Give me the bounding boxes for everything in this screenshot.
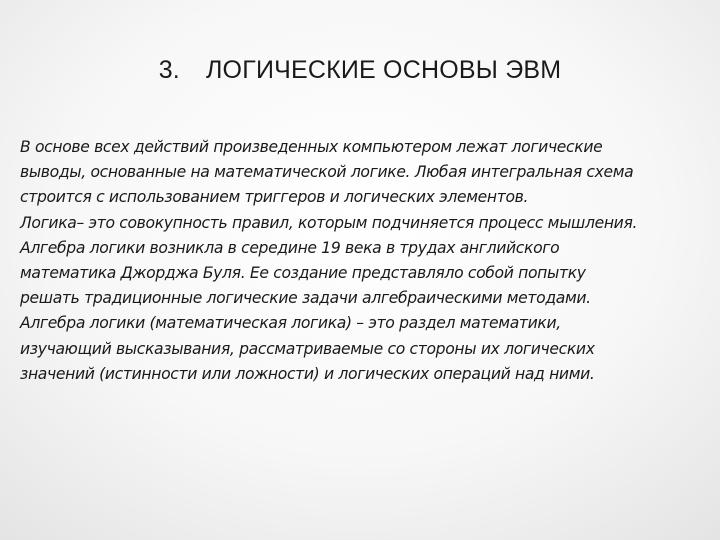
body-line: Логика– это совокупность правил, которым подчиняется процесс мышления.	[20, 213, 638, 232]
body-line: решать традиционные логические задачи алгебраическими методами.	[20, 289, 591, 308]
body-line: математика Джорджа Буля. Ее создание представляло собой попытку	[20, 264, 586, 283]
body-line: значений (истинности или ложности) и логических операций над ними.	[20, 364, 595, 383]
title-text: ЛОГИЧЕСКИЕ ОСНОВЫ ЭВМ	[205, 56, 562, 84]
slide-body-text	[20, 135, 715, 387]
slide-title	[0, 56, 720, 85]
body-line: Алгебра логики возникла в середине 19 века в трудах английского	[20, 238, 560, 257]
body-line: В основе всех действий произведенных компьютером лежат логические	[20, 138, 603, 156]
body-line: Алгебра логики (математическая логика) – это раздел математики,	[20, 314, 561, 333]
body-line: выводы, основанные на математической логике. Любая интегральная схема	[20, 163, 634, 182]
body-line: изучающий высказывания, рассматриваемые со стороны их логических	[20, 339, 595, 358]
body-line: строится с использованием триггеров и логических элементов.	[20, 188, 529, 207]
title-number: 3.	[158, 56, 180, 84]
